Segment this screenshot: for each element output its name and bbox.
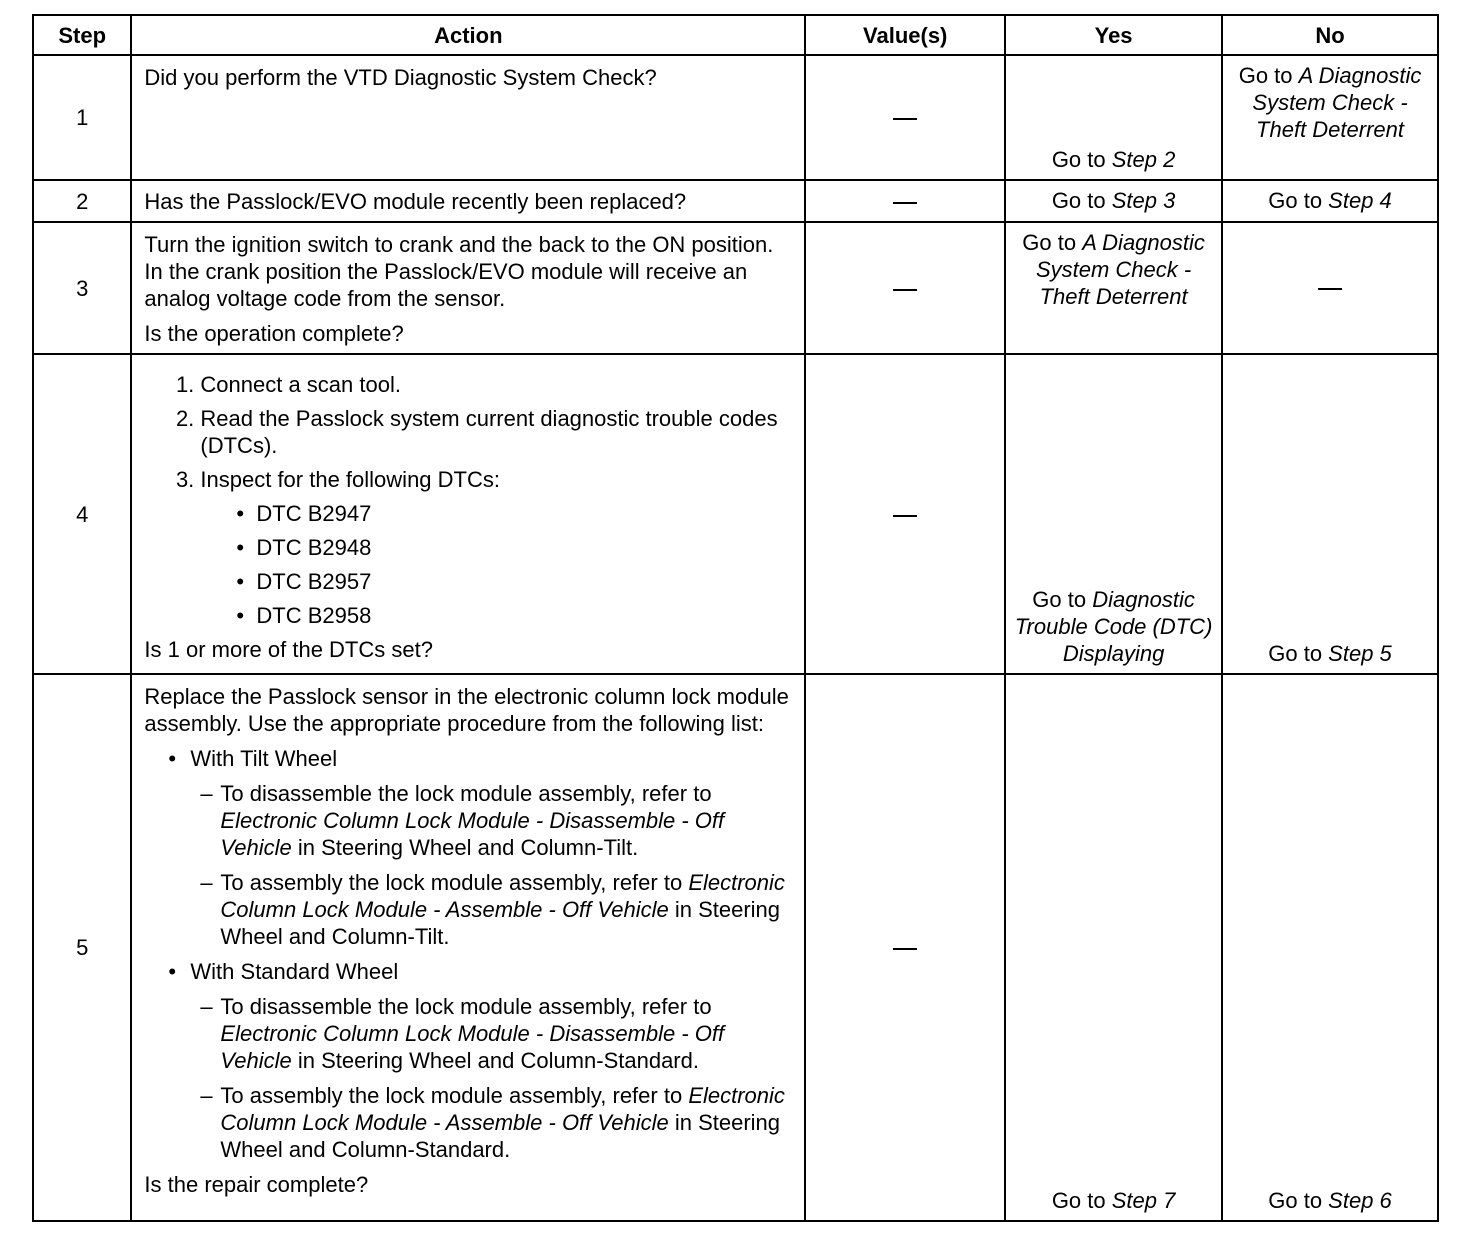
- list-item-text: Inspect for the following DTCs:: [200, 467, 500, 492]
- procedure-link[interactable]: Electronic Column Lock Module - Assemble - Off Vehicle: [220, 870, 785, 922]
- yes-text: Go to: [1051, 1188, 1112, 1213]
- no-text: Go to: [1268, 187, 1329, 213]
- action-question: Did you perform the VTD Diagnostic System Check?: [144, 65, 657, 90]
- no-text: Go to: [1238, 63, 1299, 88]
- no-text: Go to: [1268, 1188, 1329, 1213]
- step-number: 3: [33, 222, 131, 354]
- no-cell: [1222, 674, 1438, 1221]
- header-step: Step: [33, 15, 131, 55]
- value-dash: [893, 289, 917, 291]
- yes-text: Go to: [1051, 187, 1112, 213]
- table-row: [33, 222, 1438, 354]
- action-question: Is 1 or more of the DTCs set?: [144, 637, 433, 662]
- action-question: Is the operation complete?: [144, 321, 404, 346]
- list-item: [166, 958, 794, 1163]
- sub-step-text: in Steering Wheel and Column-Tilt.: [220, 897, 781, 949]
- yes-link[interactable]: Diagnostic Trouble Code (DTC) Displaying: [1014, 587, 1213, 666]
- sub-step-text: in Steering Wheel and Column-Standard.: [291, 1048, 699, 1073]
- value-cell: [805, 222, 1005, 354]
- header-yes: Yes: [1005, 15, 1222, 55]
- action-text: [131, 354, 805, 674]
- step-number: 1: [33, 55, 131, 180]
- sub-step-text: To disassemble the lock module assembly, refer to: [220, 994, 712, 1019]
- step-number: 2: [33, 180, 131, 222]
- value-cell: [805, 55, 1005, 180]
- list-item: [166, 745, 794, 950]
- no-dash: [1318, 288, 1342, 290]
- action-question: Has the Passlock/EVO module recently been replaced?: [144, 188, 687, 214]
- yes-cell: [1005, 674, 1222, 1221]
- value-dash: [893, 515, 917, 517]
- dtc-item: • DTC B2948: [234, 534, 794, 561]
- table-row: [33, 674, 1438, 1221]
- table-row: [33, 354, 1438, 674]
- no-link[interactable]: Step 4: [1328, 187, 1392, 213]
- no-link[interactable]: Step 5: [1328, 641, 1392, 666]
- value-cell: [805, 180, 1005, 222]
- yes-cell: [1005, 354, 1222, 674]
- dtc-item: • DTC B2958: [234, 602, 794, 629]
- procedure-link[interactable]: Electronic Column Lock Module - Disassemble - Off Vehicle: [220, 808, 725, 860]
- header-row: [33, 15, 1438, 55]
- action-text: [131, 674, 805, 1221]
- header-values: Value(s): [805, 15, 1005, 55]
- action-instruction: Turn the ignition switch to crank and the back to the ON position. In the crank position the Passlock/EVO module will receive an analog voltage code from the sensor.: [144, 232, 774, 311]
- value-dash: [893, 202, 917, 204]
- list-item: [200, 466, 794, 629]
- sub-step-text: in Steering Wheel and Column-Standard.: [220, 1110, 781, 1162]
- action-text: [131, 55, 805, 180]
- header-action: Action: [131, 15, 805, 55]
- sub-step: [200, 993, 794, 1074]
- sub-step: [200, 780, 794, 861]
- dtc-item: • DTC B2957: [234, 568, 794, 595]
- sub-steps: [166, 780, 794, 950]
- procedure-options: [144, 745, 794, 1163]
- option-label: • With Standard Wheel: [166, 959, 398, 984]
- yes-cell: [1005, 55, 1222, 180]
- sub-step-text: To assembly the lock module assembly, refer to: [220, 870, 689, 895]
- option-label: • With Tilt Wheel: [166, 746, 337, 771]
- sub-step-text: in Steering Wheel and Column-Tilt.: [291, 835, 639, 860]
- header-no: No: [1222, 15, 1438, 55]
- value-cell: [805, 354, 1005, 674]
- yes-link[interactable]: Step 3: [1111, 187, 1176, 213]
- procedure-list: [144, 371, 794, 629]
- dtc-list: [200, 500, 794, 629]
- yes-cell: [1005, 180, 1222, 222]
- yes-link[interactable]: A Diagnostic System Check - Theft Deterrent: [1035, 230, 1205, 309]
- no-link[interactable]: A Diagnostic System Check - Theft Deterrent: [1252, 63, 1422, 142]
- yes-text: Go to: [1032, 587, 1093, 612]
- value-dash: [893, 118, 917, 120]
- sub-steps: [166, 993, 794, 1163]
- no-link[interactable]: Step 6: [1328, 1188, 1392, 1213]
- list-item: 1. Connect a scan tool.: [200, 371, 794, 398]
- no-cell: [1222, 354, 1438, 674]
- yes-link[interactable]: Step 2: [1111, 147, 1176, 172]
- procedure-link[interactable]: Electronic Column Lock Module - Assemble - Off Vehicle: [220, 1083, 785, 1135]
- dtc-item: • DTC B2947: [234, 500, 794, 527]
- table-row: [33, 180, 1438, 222]
- no-cell: [1222, 222, 1438, 354]
- yes-link[interactable]: Step 7: [1111, 1188, 1176, 1213]
- action-question: Is the repair complete?: [144, 1172, 369, 1197]
- no-cell: [1222, 180, 1438, 222]
- action-text: [131, 222, 805, 354]
- list-item: 2. Read the Passlock system current diagnostic trouble codes (DTCs).: [200, 405, 794, 459]
- action-text: [131, 180, 805, 222]
- value-cell: [805, 674, 1005, 1221]
- step-number: 5: [33, 674, 131, 1221]
- sub-step: [200, 1082, 794, 1163]
- value-dash: [893, 948, 917, 950]
- procedure-link[interactable]: Electronic Column Lock Module - Disassemble - Off Vehicle: [220, 1021, 725, 1073]
- diagnostic-table: [32, 14, 1439, 1222]
- yes-text: Go to: [1022, 230, 1083, 255]
- yes-text: Go to: [1051, 147, 1112, 172]
- no-text: Go to: [1268, 641, 1329, 666]
- yes-cell: [1005, 222, 1222, 354]
- sub-step-text: To disassemble the lock module assembly, refer to: [220, 781, 712, 806]
- sub-step-text: To assembly the lock module assembly, refer to: [220, 1083, 689, 1108]
- sub-step: [200, 869, 794, 950]
- table-row: [33, 55, 1438, 180]
- no-cell: [1222, 55, 1438, 180]
- step-number: 4: [33, 354, 131, 674]
- action-instruction: Replace the Passlock sensor in the electronic column lock module assembly. Use the appropriate procedure from the following list:: [144, 684, 789, 736]
